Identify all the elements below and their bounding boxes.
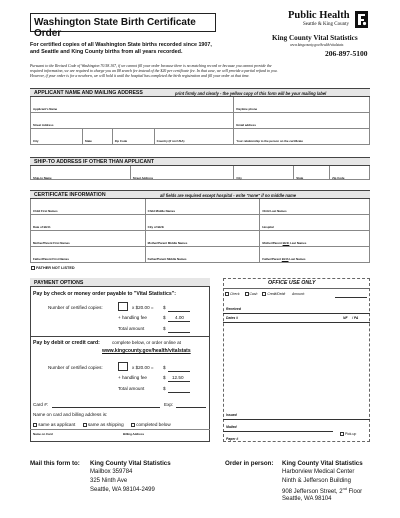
office-mailed-line[interactable] [223,431,333,432]
mother-last-label-birth: Birth [282,241,290,245]
card-handling-line [168,381,190,382]
logo-main: Public Health [288,10,350,21]
child-first-field[interactable]: Child First Names [33,209,58,213]
father-not-listed-row [31,266,75,270]
mail-line-3: Seattle, WA 98104-2499 [90,487,155,493]
office-title-underline [223,288,370,289]
certificate-section-title: CERTIFICATE INFORMATION [34,192,106,198]
office-pickup-checkbox[interactable] [340,432,344,436]
billing-row [30,429,210,442]
office-payment-types [225,292,305,296]
same-as-shipping-checkbox[interactable] [83,423,87,427]
name-on-card-field[interactable]: Name on Card [33,432,53,436]
relationship-field[interactable]: Your relationship to the person on the certificate [236,139,303,143]
payment-title: PAYMENT OPTIONS [34,280,84,286]
payment-divider [30,336,210,337]
person-line-3-b: Floor [346,489,363,495]
father-middle-field[interactable]: Father/Parent Middle Names [147,257,187,261]
ship-city-field[interactable]: City [236,176,242,180]
card-exp-label: Exp: [164,402,174,407]
card-number-input[interactable] [52,407,160,408]
check-num-copies-input[interactable] [118,302,128,311]
child-middle-field[interactable]: Child Middle Names [147,209,176,213]
card-num-copies-label: Number of certified copies: [48,365,103,370]
billing-address-field[interactable]: Billing Address [123,432,145,436]
check-handling-value: 4.00 [175,315,184,320]
card-exp-input[interactable] [176,407,206,408]
mail-org: King County Vital Statistics [90,460,171,467]
ship-street-field[interactable]: Street Address [132,176,154,180]
father-last-label-a: Father/Parent [262,257,282,261]
date-of-birth-field[interactable]: Date of Birth [33,225,51,229]
shipto-grid [30,166,370,180]
certificate-section-note: all fields are required except hospital - write "none" if no middle name [160,192,297,198]
office-url: www.kingcounty.gov/health/vitalstats [290,43,344,47]
office-amount-label: Amount: [292,292,305,296]
shipto-section-title: SHIP-TO ADDRESS IF OTHER THAN APPLICANT [34,159,154,165]
office-dates-label: Dates # [226,316,239,320]
ship-zip-field[interactable]: Zip Code [332,176,345,180]
office-title: OFFICE USE ONLY [268,280,316,286]
check-copies-total-line[interactable] [168,311,190,312]
check-total-label: Total amount [118,326,145,331]
applicant-grid [30,97,370,145]
same-as-applicant-checkbox[interactable] [33,423,37,427]
office-nf-label: NF [343,316,348,320]
check-total-dollar: $ [163,326,166,331]
applicant-name-field[interactable]: Applicant's Name [33,107,58,111]
lead-line-1: For certified copies of all Washington State births recorded since 1907, [30,42,212,48]
card-total-label: Total amount [118,386,145,391]
mother-last-field[interactable] [262,241,306,245]
check-x20-label: x $20.00 = [132,305,154,310]
check-total-line[interactable] [168,332,190,333]
check-copies-dollar: $ [163,305,166,310]
person-org: King County Vital Statistics [282,460,363,467]
country-field[interactable]: Country (if not USA) [156,139,185,143]
card-number-label: Card #: [33,402,49,407]
certificate-grid [30,199,370,263]
card-copies-dollar: $ [163,365,166,370]
hospital-field[interactable]: Hospital [262,225,274,229]
logo-emblem-icon [355,11,368,28]
mail-line-2: 325 Ninth Ave [90,478,128,484]
applicant-section-title: APPLICANT NAME AND MAILING ADDRESS [34,90,143,96]
card-x20-label: x $20.00 = [132,365,154,370]
father-first-field[interactable]: Father/Parent First Names [33,257,69,261]
office-pa-text: PA [353,316,359,320]
check-handling-line [168,321,190,322]
person-line-3 [282,487,362,495]
check-handling-label: + handling fee [118,315,147,320]
check-handling-dollar: $ [163,315,166,320]
card-num-copies-input[interactable] [118,362,128,371]
mother-first-field[interactable]: Mother/Parent First Names [33,241,70,245]
office-name: King County Vital Statistics [272,34,358,42]
card-handling-value: 12.50 [172,375,184,380]
city-field[interactable]: City [33,139,39,143]
city-of-birth-field[interactable]: City of Birth [147,225,165,229]
completed-below-label: completed below [136,422,171,427]
debit-online-link[interactable]: www.kingcounty.gov/health/vitalstats [102,348,191,354]
office-mailed-label: Mailed [226,425,237,429]
card-handling-dollar: $ [163,375,166,380]
office-issued-line[interactable] [223,419,370,420]
office-amount-line[interactable] [335,297,367,298]
person-line-1: Harborview Medical Center [282,469,355,475]
office-check-checkbox[interactable] [225,292,229,296]
check-num-copies-label: Number of certified copies: [48,305,103,310]
person-line-4: Seattle, WA 98104 [282,496,332,502]
office-cash-checkbox[interactable] [245,292,249,296]
office-received-line[interactable] [223,313,370,314]
notice-line-3: However, if your order is for a newborn, we will hold it until the hospital has completed the birth registration and fill your order at that time. [30,74,250,78]
applicant-section-note: print firmly and clearly - the yellow copy of this form will be your mailing label [175,90,327,96]
billing-options [33,422,171,427]
office-credit-checkbox[interactable] [262,292,266,296]
notice-line-1: Pursuant to the Revised Code of Washington 70.58.107, if we cannot fill your order because there is no matching record or because you cannot provide the [30,64,272,68]
office-pickup-label: Pick-up [344,432,357,436]
ship-to-name-field[interactable]: Ship-to Name [33,176,52,180]
child-last-field[interactable]: Child Last Names [262,209,287,213]
debit-title: Pay by debit or credit card: [33,340,100,346]
mother-middle-field[interactable]: Mother/Parent Middle Names [147,241,188,245]
card-copies-total-line[interactable] [168,371,190,372]
debit-note: complete below, or order online at [112,340,181,345]
mother-last-label-b: Last Names [289,241,307,245]
email-field[interactable]: Email address [236,123,257,127]
person-line-2: Ninth & Jefferson Building [282,478,351,484]
card-handling-label: + handling fee [118,375,147,380]
person-line-3-sup: nd [342,487,347,491]
mail-label: Mail this form to: [30,460,80,467]
office-credit-label: Credit/Debit [267,292,286,296]
office-phone: 206-897-5100 [325,49,368,58]
father-not-listed-checkbox[interactable] [31,266,35,270]
person-label: Order in person: [225,460,274,467]
mother-last-label-a: Mother/Parent [262,241,283,245]
mail-line-1: Mailbox 359784 [90,469,133,475]
office-check-label: Check [229,292,240,296]
ship-state-field[interactable]: State [296,176,304,180]
office-dates-line[interactable] [223,322,370,323]
father-last-label-birth: Birth [281,257,289,261]
notice-line-2: required information, we are required to charge you an $8 search fee instead of the $20 per certificate fee. In that case, we will provide a partial refund to you. [30,69,278,73]
office-received-label: Received [226,307,241,311]
office-paper-label: Paper # [226,437,239,441]
same-as-applicant-label: same as applicant [38,422,76,427]
father-last-label-b: Last Names [288,257,306,261]
person-line-3-a: 908 Jefferson Street, 2 [282,489,343,495]
daytime-phone-field[interactable]: Daytime phone [236,107,258,111]
same-as-shipping-label: same as shipping [87,422,124,427]
father-not-listed-label: FATHER NOT LISTED [36,266,75,270]
check-title: Pay by check or money order payable to "Vital Statistics": [33,291,176,297]
office-box [223,278,370,442]
zip-field[interactable]: Zip Code [114,139,128,143]
card-total-dollar: $ [163,386,166,391]
completed-below-checkbox[interactable] [131,423,135,427]
office-pickup [340,432,356,436]
lead-line-2: and Seattle and King County births from all years recorded. [30,49,183,55]
office-cash-label: Cash [249,292,258,296]
office-pa-label: / PA [352,316,359,320]
state-field[interactable]: State [84,139,92,143]
name-on-card-note: Name on card and billing address is: [33,412,108,417]
form-title: Washington State Birth Certificate Order [34,17,196,39]
card-total-line[interactable] [168,392,190,393]
logo-sub: Seattle & King County [303,22,349,27]
father-last-field[interactable] [262,257,305,261]
office-issued-label: Issued [226,413,237,417]
street-address-field[interactable]: Street Address [33,123,54,127]
